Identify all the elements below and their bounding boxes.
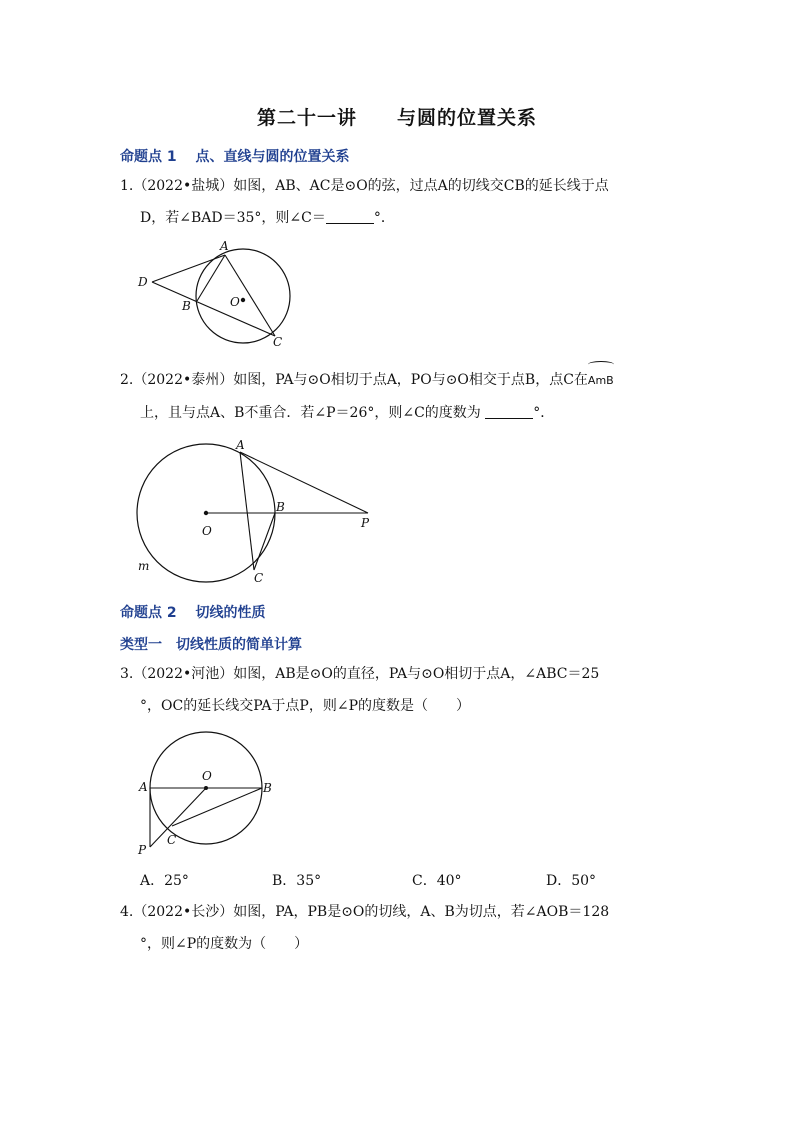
label-o: O	[202, 769, 212, 783]
question-1-text: D，若∠BAD＝35°，则∠C＝	[140, 210, 326, 226]
choice-a[interactable]: A．25°	[140, 873, 189, 889]
answer-blank	[485, 404, 533, 419]
figure-2	[130, 436, 380, 586]
label-b: B	[276, 500, 285, 514]
label-c: C	[254, 571, 264, 585]
label-c: C	[273, 335, 283, 348]
page-title	[0, 103, 794, 130]
question-2	[120, 362, 680, 429]
figure-1	[130, 236, 300, 348]
question-2-line2	[120, 397, 680, 429]
figure-3	[130, 726, 280, 862]
question-3	[120, 658, 680, 722]
section-heading-1: 命题点 1 点、直线与圆的位置关系	[120, 149, 350, 165]
choice-c[interactable]: C．40°	[412, 873, 462, 889]
label-o: O	[202, 524, 212, 538]
title-topic: 与圆的位置关系	[397, 107, 538, 129]
choice-b[interactable]: B．35°	[272, 873, 322, 889]
title-lecture: 第二十一讲	[256, 107, 357, 129]
circle-o	[196, 249, 290, 343]
chord-bc	[254, 513, 275, 570]
label-a: A	[139, 780, 148, 794]
center-dot	[204, 786, 208, 790]
question-1	[120, 170, 680, 234]
question-4	[120, 896, 680, 960]
question-1-unit: °．	[373, 210, 395, 226]
arc-amb: AmB	[588, 362, 614, 397]
label-b: B	[263, 781, 272, 795]
label-b: B	[182, 299, 191, 313]
center-dot	[204, 511, 208, 515]
label-a: A	[220, 239, 229, 253]
type-heading-1: 类型一 切线性质的简单计算	[120, 637, 302, 653]
label-o: O	[230, 295, 240, 309]
label-d: D	[138, 275, 148, 289]
label-a: A	[236, 438, 245, 452]
question-2-line1: 2.（2022•泰州）如图，PA与⊙O相切于点A，PO与⊙O相交于点B，点C在	[120, 372, 588, 388]
question-3-line1: 3.（2022•河池）如图，AB是⊙O的直径，PA与⊙O相切于点A，∠ABC＝25	[120, 666, 600, 682]
line-dc	[152, 282, 275, 336]
chord-bc	[172, 788, 262, 826]
choice-d[interactable]: D．50°	[546, 873, 597, 889]
question-4-line2: °，则∠P的度数为（ ）	[140, 936, 309, 952]
question-2-text: 上，且与点A、B不重合．若∠P＝26°，则∠C的度数为	[140, 405, 481, 421]
line-da	[152, 255, 225, 282]
question-1-line1: 1.（2022•盐城）如图，AB、AC是⊙O的弦，过点A的切线交CB的延长线于点	[120, 178, 609, 194]
label-c: C	[167, 833, 177, 847]
label-m: m	[138, 559, 150, 573]
chord-ac	[240, 452, 254, 570]
answer-blank	[326, 209, 374, 224]
question-2-unit: °．	[533, 405, 555, 421]
question-4-line1: 4.（2022•长沙）如图，PA，PB是⊙O的切线，A、B为切点，若∠AOB＝128	[120, 904, 610, 920]
section-heading-2: 命题点 2 切线的性质	[120, 605, 266, 621]
center-dot	[241, 298, 245, 302]
label-p: P	[361, 516, 370, 530]
tangent-pa	[240, 452, 368, 513]
label-p: P	[138, 843, 147, 857]
question-1-line2	[120, 202, 680, 234]
question-3-line2: °，OC的延长线交PA于点P，则∠P的度数是（ ）	[140, 698, 471, 714]
